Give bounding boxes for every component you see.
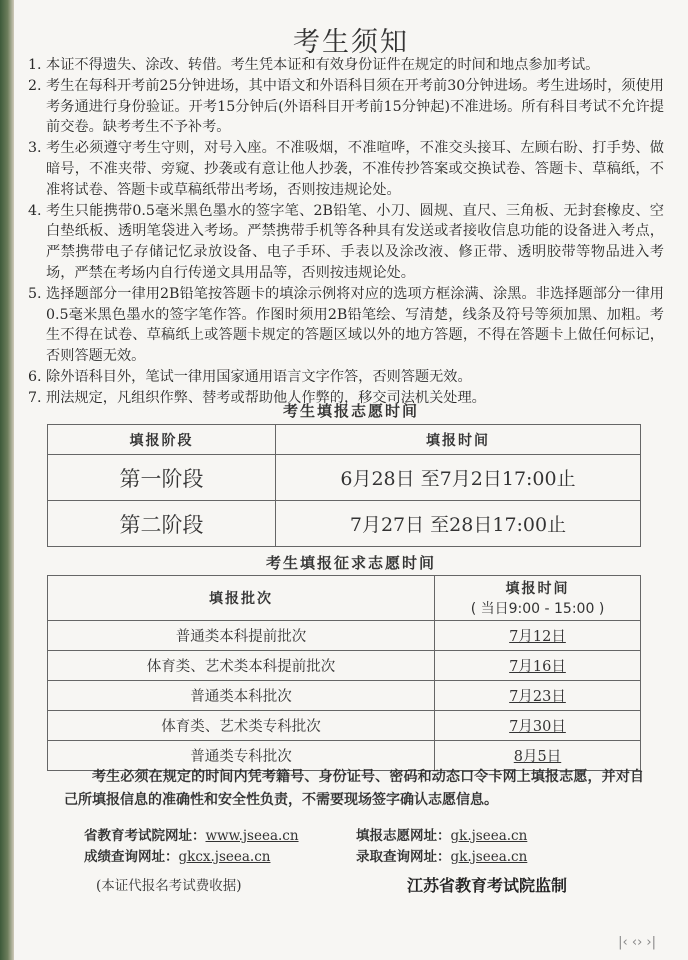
header-time: 填报时间 [276, 425, 641, 455]
link-label: 成绩查询网址： [84, 849, 179, 865]
date-cell [435, 651, 641, 681]
document-page [14, 0, 688, 960]
rule-text: 考生在每科开考前25分钟进场，其中语文和外语科目须在开考前30分钟进场。考生进场时，须使用考务通进行身份验证。开考15分钟后(外语科目开考前15分钟起)不准进场。所有科目考试不允许提前交卷。缺考考生不予补考。 [46, 77, 664, 136]
date-value: 7月30日 [509, 719, 566, 735]
header-batch: 填报批次 [48, 576, 435, 621]
time-cell: 7月27日 至28日17:00止 [276, 501, 641, 547]
notice-text: 考生必须在规定的时间内凭考籍号、身份证号、密码和动态口令卡网上填报志愿，并对自己所填报信息的准确性和安全性负责，不需要现场签字确认志愿信息。 [64, 769, 644, 808]
table-header-row [48, 576, 641, 621]
application-period-table [47, 424, 641, 547]
table-row [48, 455, 641, 501]
rule-number: 3. [28, 140, 42, 157]
rules-list [28, 55, 664, 409]
admission-query-link[interactable]: gk.jseea.cn [450, 849, 528, 865]
time-cell: 6月28日 至7月2日17:00止 [276, 455, 641, 501]
header-stage: 填报阶段 [48, 425, 276, 455]
batch-cell: 普通类本科批次 [48, 681, 435, 711]
batch-cell: 普通类本科提前批次 [48, 621, 435, 651]
header-time-sub: ( 当日9:00 - 15:00 ) [470, 601, 605, 617]
rule-text: 选择题部分一律用2B铅笔按答题卡的填涂示例将对应的选项方框涂满、涂黑。非选择题部分一律用0.5毫米黑色墨水的签字笔作答。作图时须用2B铅笔绘、写清楚，线条及符号等须加黑、加粗。考生不得在试卷、草稿纸上或答题卡规定的答题区域以外的地方答题，不得在答题卡上做任何标记，否则答题无效。 [46, 285, 664, 365]
viewer-controls[interactable]: |‹ ‹› ›| [618, 935, 656, 950]
links-right [356, 826, 527, 868]
table-row [48, 621, 641, 651]
link-label: 省教育考试院网址： [84, 828, 206, 844]
date-value: 7月16日 [509, 659, 566, 675]
link-row [84, 826, 299, 847]
link-row [84, 847, 299, 868]
stage-cell: 第一阶段 [48, 455, 276, 501]
link-row [356, 826, 527, 847]
rule-item [28, 55, 664, 76]
table1-title: 考生填报志愿时间 [282, 402, 419, 420]
rule-number: 2. [28, 77, 42, 94]
rule-item [28, 367, 664, 388]
header-time-label: 填报时间 [505, 581, 570, 597]
links-left [84, 826, 299, 868]
table-row [48, 681, 641, 711]
exam-site-link[interactable]: www.jseea.cn [205, 828, 299, 844]
date-value: 7月23日 [509, 689, 566, 705]
rule-number: 1. [28, 57, 42, 73]
batch-cell: 体育类、艺术类本科提前批次 [48, 651, 435, 681]
rule-item [28, 201, 664, 284]
rule-text: 考生只能携带0.5毫米黑色墨水的签字笔、2B铅笔、小刀、圆规、直尺、三角板、无封套橡皮、空白垫纸板、透明笔袋进入考场。严禁携带手机等各种具有发送或者接收信息功能的设备进入考点，严禁携带电子存储记忆录放设备、电子手环、手表以及涂改液、修正带、透明胶带等物品进入考场，严禁在考场内自行传递文具用品等，否则按违规论处。 [46, 202, 664, 281]
stage-cell: 第二阶段 [48, 501, 276, 547]
application-link[interactable]: gk.jseea.cn [450, 828, 528, 844]
supplementary-period-table [47, 575, 641, 771]
score-query-link[interactable]: gkcx.jseea.cn [178, 849, 271, 865]
rule-number: 4. [28, 202, 42, 219]
date-value: 7月12日 [509, 629, 566, 645]
date-cell [435, 621, 641, 651]
rule-number: 7. [28, 389, 42, 406]
rule-text: 刑法规定，凡组织作弊、替考或帮助他人作弊的，移交司法机关处理。 [46, 389, 486, 406]
receipt-note: (本证代报名考试费收据) [96, 878, 242, 894]
rule-number: 6. [28, 368, 42, 385]
rule-text: 本证不得遗失、涂改、转借。考生凭本证和有效身份证件在规定的时间和地点参加考试。 [46, 57, 600, 73]
rule-text: 考生必须遵守考生守则，对号入座。不准吸烟，不准喧哗，不准交头接耳、左顾右盼、打手势、做暗号，不准夹带、旁窥、抄袭或有意让他人抄袭，不准传抄答案或交换试卷、答题卡、草稿纸，不准将试卷、答题卡或草稿纸带出考场，否则按违规论处。 [46, 140, 664, 198]
batch-cell: 体育类、艺术类专科批次 [48, 711, 435, 741]
rule-item [28, 138, 664, 200]
date-cell [435, 711, 641, 741]
rule-text: 除外语科目外，笔试一律用国家通用语言文字作答，否则答题无效。 [46, 368, 472, 385]
rule-number: 5. [28, 285, 42, 302]
table-header-row [48, 425, 641, 455]
link-row [356, 847, 527, 868]
page-title: 考生须知 [293, 27, 409, 58]
table-row [48, 711, 641, 741]
batch-cell: 普通类专科批次 [48, 741, 435, 771]
date-value: 8月5日 [513, 749, 562, 765]
table-row [48, 501, 641, 547]
rule-item [28, 284, 664, 367]
table-row [48, 651, 641, 681]
left-page-edge [0, 0, 14, 960]
rule-item [28, 76, 664, 138]
link-label: 填报志愿网址： [356, 828, 451, 844]
issuer-name: 江苏省教育考试院监制 [407, 876, 568, 895]
date-cell [435, 681, 641, 711]
link-label: 录取查询网址： [356, 849, 451, 865]
header-time [435, 576, 641, 621]
table2-title: 考生填报征求志愿时间 [265, 554, 436, 572]
